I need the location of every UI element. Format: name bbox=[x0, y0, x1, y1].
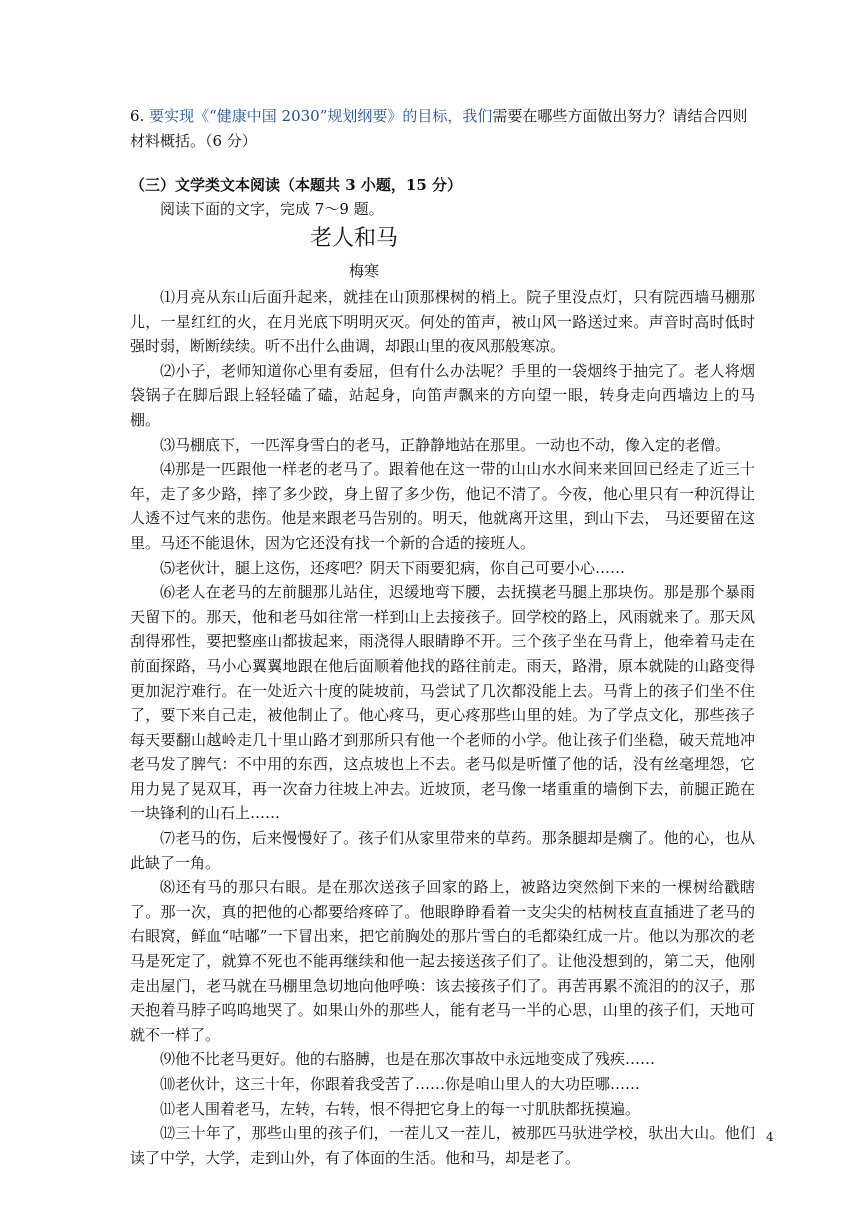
story-author bbox=[0, 259, 860, 283]
paragraph-4: ⑷那是一匹跟他一样老的老马了。跟着他在这一带的山山水水间来来回回已经走了近三十年，走了多少路，摔了多少跤，身上留了多少伤，他记不清了。今夜，他心里只有一种沉得让人透不过气来的悲伤。他是来跟老马告别的。明天，他就离开这里，到山下去， 马还要留在这里。马还不能退休，因为它还没有找一个新的合适的接班人。 bbox=[130, 460, 755, 552]
page-number: 4 bbox=[766, 1130, 774, 1144]
section-heading: （三）文学类文本阅读（本题共 3 小题，15 分） bbox=[130, 176, 462, 194]
paragraph-7: ⑺老马的伤，后来慢慢好了。孩子们从家里带来的草药。那条腿却是瘸了。他的心，也从此缺了一角。 bbox=[130, 829, 755, 872]
paragraph-1: ⑴月亮从东山后面升起来，就挂在山顶那棵树的梢上。院子里没点灯，只有院西墙马棚那儿，一星红红的火，在月光底下明明灭灭。何处的笛声，被山风一路送过来。声音时高时低时强时弱，断断续续。听不出什么曲调，却跟山里的夜风那般寒凉。 bbox=[130, 288, 755, 356]
question-highlighted-text: 要实现《“健康中国 2030”规划纲要》的目标，我们 bbox=[149, 107, 493, 125]
paragraph-9: ⑼他不比老马更好。他的右胳膊，也是在那次事故中永远地变成了残疾…… bbox=[160, 1050, 656, 1069]
question-number: 6. bbox=[130, 107, 145, 125]
paragraph-2: ⑵小子，老师知道你心里有委屈，但有什么办法呢？手里的一袋烟终于抽完了。老人将烟袋锅子在脚后跟上轻轻磕了磕，站起身，向笛声飘来的方向望一眼，转身走向西墙边上的马棚。 bbox=[130, 361, 755, 429]
paragraph-3: ⑶马棚底下，一匹浑身雪白的老马，正静静地站在那里。一动也不动，像入定的老僧。 bbox=[160, 435, 731, 454]
story-title bbox=[0, 224, 860, 254]
story-body bbox=[130, 285, 755, 1170]
paragraph-5: ⑸老伙计，腿上这伤，还疼吧？阴天下雨要犯病，你自己可要小心…… bbox=[160, 558, 626, 577]
section-instruction: 阅读下面的文字，完成 7～9 题。 bbox=[160, 200, 384, 218]
story-author-text: 梅寒 bbox=[348, 262, 379, 280]
question-6 bbox=[130, 104, 755, 153]
paragraph-10: ⑽老伙计，这三十年，你跟着我受苦了……你是咱山里人的大功臣哪…… bbox=[160, 1075, 641, 1093]
paragraph-6: ⑹老人在老马的左前腿那儿站住，迟缓地弯下腰，去抚摸老马腿上那块伤。那是那个暴雨天留下的。那天，他和老马如往常一样到山上去接孩子。回学校的路上，风雨就来了。那天风刮得邪性，要把整座山都拔起来，雨浇得人眼睛睁不开。三个孩子坐在马背上，他牵着马走在前面探路，马小心翼翼地跟在他后面顺着他找的路往前走。雨天，路滑，原本就陡的山路变得更加泥泞难行。在一处近六十度的陡坡前，马尝试了几次都没能上去。马背上的孩子们坐不住了，要下来自己走，被他制止了。他心疼马，更心疼那些山里的娃。为了学点文化，那些孩子每天要翻山越岭走几十里山路才到那所只有他一个老师的小学。他让孩子们坐稳，破天荒地冲老马发了脾气：不中用的东西，这点坡也上不去。老马似是听懂了他的话，没有丝毫埋怨，它用力晃了晃双耳，再一次奋力往坡上冲去。近坡顶，老马像一堵重重的墙倒下去，前腿正跪在一块锋利的山石上…… bbox=[130, 583, 755, 823]
paragraph-8: ⑻还有马的那只右眼。是在那次送孩子回家的路上，被路边突然倒下来的一棵树给戳瞎了。那一次，真的把他的心都要给疼碎了。他眼睁睁看着一支尖尖的枯树枝直直插进了老马的右眼窝，鲜血“咕嘟”一下冒出来，把它前胸处的那片雪白的毛都染红成一片。他以为那次的老马是死定了，就算不死也不能再继续和他一起去接送孩子们了。让他没想到的，第二天，他刚走出屋门，老马就在马棚里急切地向他呼唤：该去接孩子们了。再苦再累不流泪的的汉子，那天抱着马脖子呜呜地哭了。如果山外的那些人，能有老马一半的心思，山里的孩子们，天地可就不一样了。 bbox=[130, 878, 755, 1044]
paragraph-11: ⑾老人围着老马，左转，右转，恨不得把它身上的每一寸肌肤都抚摸遍。 bbox=[160, 1099, 641, 1118]
question-text: 需要在哪些方面做出努力？请结合四则材料概括。（6 分） bbox=[130, 107, 748, 150]
story-title-text: 老人和马 bbox=[309, 226, 398, 251]
paragraph-12: ⑿三十年了，那些山里的孩子们，一茬儿又一茬儿，被那匹马驮进学校，驮出大山。他们读了中学，大学，走到山外，有了体面的生活。他和马，却是老了。 bbox=[130, 1124, 755, 1167]
